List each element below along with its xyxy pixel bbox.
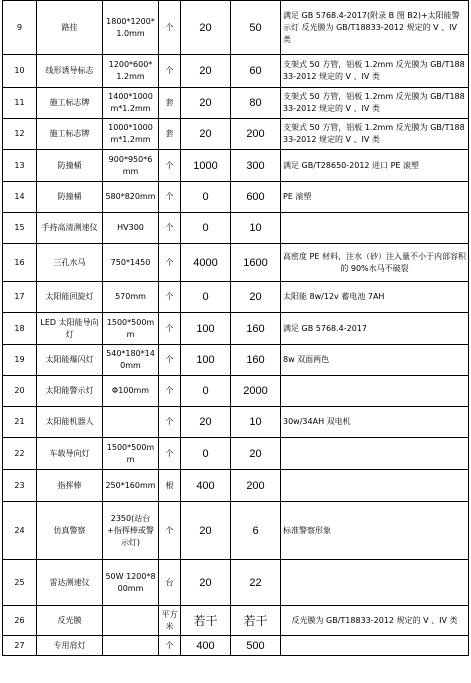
- item-unit: 套: [159, 119, 181, 150]
- item-name: 防撞桶: [37, 182, 103, 213]
- item-price: 60: [231, 55, 281, 88]
- item-qty: 1000: [181, 150, 231, 182]
- item-name: 仿真警察: [37, 502, 103, 560]
- row-number: 14: [3, 182, 37, 213]
- item-note: 30w/34AH 双电机: [281, 407, 469, 438]
- table-row: [3, 345, 469, 376]
- row-number: 13: [3, 150, 37, 182]
- item-price: 300: [231, 150, 281, 182]
- item-name: 三孔水马: [37, 244, 103, 282]
- item-qty: 0: [181, 182, 231, 213]
- item-unit: 个: [159, 376, 181, 407]
- table-row: [3, 119, 469, 150]
- table-row: [3, 55, 469, 88]
- item-spec: 1500*500mm: [103, 313, 159, 345]
- item-note: [281, 438, 469, 470]
- item-unit: 个: [159, 150, 181, 182]
- item-price: 22: [231, 560, 281, 606]
- item-unit: 个: [159, 345, 181, 376]
- table-row: [3, 376, 469, 407]
- item-qty: 20: [181, 119, 231, 150]
- item-spec: 1000*1000m*1.2mm: [103, 119, 159, 150]
- item-unit: 个: [159, 407, 181, 438]
- item-name: 太阳能爆闪灯: [37, 345, 103, 376]
- item-name: 太阳能机器人: [37, 407, 103, 438]
- item-name: 太阳能回旋灯: [37, 282, 103, 313]
- item-note: 支架式 50 方管，铝板 1.2mm 反光膜为 GB/T18833-2012 规定的 V 、IV 类: [281, 119, 469, 150]
- item-name: 指挥棒: [37, 470, 103, 502]
- item-note: 满足 GB 5768.4-2017(附录 B 图 B2)+太阳能警示灯 反光膜为 GB/T18833-2012 规定的 V 、IV 类: [281, 1, 469, 55]
- item-qty: 100: [181, 313, 231, 345]
- item-note: 8w 双面两色: [281, 345, 469, 376]
- table-row: [3, 470, 469, 502]
- item-unit: 根: [159, 470, 181, 502]
- row-number: 10: [3, 55, 37, 88]
- table-row: [3, 213, 469, 244]
- item-spec: 540*180*140mm: [103, 345, 159, 376]
- item-qty: 若干: [181, 606, 231, 636]
- item-note: [281, 636, 469, 656]
- row-number: 15: [3, 213, 37, 244]
- item-note: [281, 213, 469, 244]
- item-note: 高密度 PE 材料，注水（砂）注入量不小于内部容积的 90%水马不破裂: [281, 244, 469, 282]
- item-price: 200: [231, 470, 281, 502]
- item-name: 防撞桶: [37, 150, 103, 182]
- item-spec: [103, 636, 159, 656]
- item-spec: 570mm: [103, 282, 159, 313]
- row-number: 18: [3, 313, 37, 345]
- item-spec: 580*820mm: [103, 182, 159, 213]
- item-name: 专用肩灯: [37, 636, 103, 656]
- item-unit: 个: [159, 244, 181, 282]
- item-unit: 个: [159, 55, 181, 88]
- item-qty: 0: [181, 376, 231, 407]
- item-price: 80: [231, 88, 281, 119]
- item-price: 1600: [231, 244, 281, 282]
- item-unit: 个: [159, 1, 181, 55]
- table-row: [3, 606, 469, 636]
- item-name: 施工标志牌: [37, 119, 103, 150]
- item-price: 6: [231, 502, 281, 560]
- item-qty: 20: [181, 407, 231, 438]
- item-qty: 0: [181, 282, 231, 313]
- item-price: 600: [231, 182, 281, 213]
- equipment-table: [2, 0, 469, 656]
- item-name: 太阳能警示灯: [37, 376, 103, 407]
- item-spec: [103, 407, 159, 438]
- item-qty: 0: [181, 438, 231, 470]
- item-price: 10: [231, 407, 281, 438]
- row-number: 27: [3, 636, 37, 656]
- item-name: 车载导向灯: [37, 438, 103, 470]
- item-note: 满足 GB 5768.4-2017: [281, 313, 469, 345]
- item-spec: 2350(站台+指挥棒或警示灯): [103, 502, 159, 560]
- item-unit: 个: [159, 502, 181, 560]
- item-qty: 400: [181, 470, 231, 502]
- item-note: 标准警察形象: [281, 502, 469, 560]
- item-qty: 20: [181, 560, 231, 606]
- item-spec: 250*160mm: [103, 470, 159, 502]
- table-row: [3, 282, 469, 313]
- row-number: 11: [3, 88, 37, 119]
- row-number: 25: [3, 560, 37, 606]
- item-spec: HV300: [103, 213, 159, 244]
- item-price: 160: [231, 345, 281, 376]
- item-qty: 20: [181, 88, 231, 119]
- table-row: [3, 560, 469, 606]
- item-note: [281, 470, 469, 502]
- item-spec: 1800*1200*1.0mm: [103, 1, 159, 55]
- item-unit: 个: [159, 282, 181, 313]
- row-number: 26: [3, 606, 37, 636]
- table-row: [3, 1, 469, 55]
- row-number: 17: [3, 282, 37, 313]
- item-price: 500: [231, 636, 281, 656]
- item-note: [281, 376, 469, 407]
- item-qty: 0: [181, 213, 231, 244]
- item-unit: 平方米: [159, 606, 181, 636]
- table-row: [3, 438, 469, 470]
- row-number: 9: [3, 1, 37, 55]
- item-price: 10: [231, 213, 281, 244]
- item-price: 若干: [231, 606, 281, 636]
- item-qty: 400: [181, 636, 231, 656]
- item-note: 支架式 50 方管，铝板 1.2mm 反光膜为 GB/T18833-2012 规定的 V 、IV 类: [281, 55, 469, 88]
- row-number: 12: [3, 119, 37, 150]
- table-row: [3, 407, 469, 438]
- item-spec: 900*950*6mm: [103, 150, 159, 182]
- item-name: 路挂: [37, 1, 103, 55]
- item-unit: 个: [159, 213, 181, 244]
- item-note: 支架式 50 方管，铝板 1.2mm 反光膜为 GB/T18833-2012 规定的 V 、IV 类: [281, 88, 469, 119]
- item-price: 160: [231, 313, 281, 345]
- item-spec: Φ100mm: [103, 376, 159, 407]
- item-price: 2000: [231, 376, 281, 407]
- item-note: 反光膜为 GB/T18833-2012 规定的 V 、IV 类: [281, 606, 469, 636]
- item-unit: 套: [159, 88, 181, 119]
- row-number: 22: [3, 438, 37, 470]
- item-note: [281, 560, 469, 606]
- item-name: LED 太阳能导向灯: [37, 313, 103, 345]
- item-unit: 个: [159, 438, 181, 470]
- row-number: 20: [3, 376, 37, 407]
- item-spec: 1200*600*1.2mm: [103, 55, 159, 88]
- item-price: 20: [231, 282, 281, 313]
- table-row: [3, 502, 469, 560]
- item-price: 200: [231, 119, 281, 150]
- item-note: 满足 GB/T28650-2012 进口 PE 滚塑: [281, 150, 469, 182]
- item-unit: 个: [159, 313, 181, 345]
- item-price: 20: [231, 438, 281, 470]
- item-note: PE 滚塑: [281, 182, 469, 213]
- item-name: 线形诱导标志: [37, 55, 103, 88]
- item-qty: 20: [181, 502, 231, 560]
- item-name: 施工标志牌: [37, 88, 103, 119]
- table-row: [3, 313, 469, 345]
- table-row: [3, 182, 469, 213]
- item-spec: 750*1450: [103, 244, 159, 282]
- row-number: 19: [3, 345, 37, 376]
- table-row: [3, 88, 469, 119]
- table-row: [3, 244, 469, 282]
- row-number: 16: [3, 244, 37, 282]
- item-name: 雷达测速仪: [37, 560, 103, 606]
- item-spec: 50W 1200*800mm: [103, 560, 159, 606]
- item-qty: 20: [181, 55, 231, 88]
- item-unit: 个: [159, 636, 181, 656]
- row-number: 23: [3, 470, 37, 502]
- item-unit: 个: [159, 182, 181, 213]
- item-qty: 100: [181, 345, 231, 376]
- item-note: 太阳能 8w/12v 蓄电池 7AH: [281, 282, 469, 313]
- table-row: [3, 636, 469, 656]
- row-number: 24: [3, 502, 37, 560]
- table-row: [3, 150, 469, 182]
- item-name: 手持高清测速仪: [37, 213, 103, 244]
- item-spec: [103, 606, 159, 636]
- item-spec: 1500*500mm: [103, 438, 159, 470]
- row-number: 21: [3, 407, 37, 438]
- item-unit: 台: [159, 560, 181, 606]
- item-name: 反光膜: [37, 606, 103, 636]
- item-price: 50: [231, 1, 281, 55]
- item-spec: 1400*1000m*1.2mm: [103, 88, 159, 119]
- item-qty: 20: [181, 1, 231, 55]
- item-qty: 4000: [181, 244, 231, 282]
